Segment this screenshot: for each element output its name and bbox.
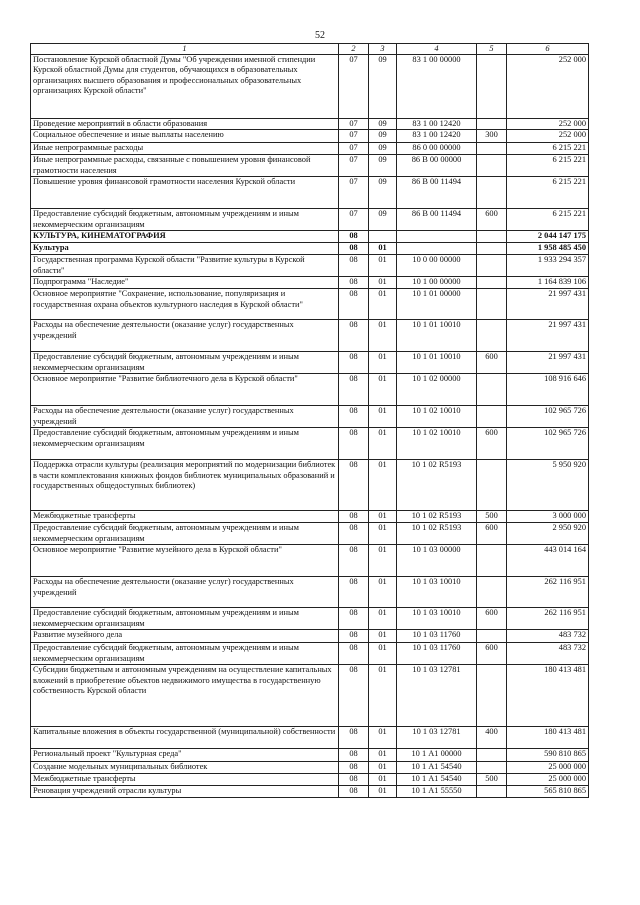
- row-c2-cell: 08: [339, 727, 369, 749]
- row-c2-cell: 08: [339, 406, 369, 428]
- row-c5-cell: [477, 630, 507, 643]
- row-c6-cell: 6 215 221: [507, 177, 589, 209]
- row-c5-cell: 600: [477, 352, 507, 374]
- row-c5-cell: 400: [477, 727, 507, 749]
- row-c2-cell: 08: [339, 630, 369, 643]
- row-c2-cell: 08: [339, 511, 369, 523]
- row-c5-cell: 600: [477, 428, 507, 460]
- row-c5-cell: [477, 255, 507, 277]
- row-c2-cell: 08: [339, 243, 369, 255]
- row-c6-cell: 565 810 865: [507, 785, 589, 797]
- row-c5-cell: [477, 762, 507, 774]
- table-row: [31, 155, 589, 177]
- table-row: [31, 727, 589, 749]
- row-name-cell: Капитальные вложения в объекты государственной (муниципальной) собственности: [31, 727, 339, 749]
- row-c3-cell: 09: [369, 209, 397, 231]
- table-row: [31, 320, 589, 352]
- row-c4-cell: 86 В 00 11494: [397, 209, 477, 231]
- row-c6-cell: 102 965 726: [507, 428, 589, 460]
- row-c4-cell: [397, 231, 477, 243]
- row-c3-cell: 01: [369, 243, 397, 255]
- row-c5-cell: 500: [477, 774, 507, 785]
- row-name-cell: Расходы на обеспечение деятельности (оказание услуг) государственных учреждений: [31, 320, 339, 352]
- row-c5-cell: [477, 749, 507, 762]
- row-c2-cell: 08: [339, 460, 369, 511]
- table-row: [31, 545, 589, 577]
- row-c4-cell: 10 1 03 11760: [397, 643, 477, 665]
- row-c3-cell: 01: [369, 428, 397, 460]
- budget-table: [30, 43, 589, 798]
- table-row: [31, 177, 589, 209]
- row-c3-cell: 01: [369, 277, 397, 289]
- row-c5-cell: [477, 55, 507, 119]
- row-name-cell: Расходы на обеспечение деятельности (оказание услуг) государственных учреждений: [31, 406, 339, 428]
- row-name-cell: Повышение уровня финансовой грамотности населения Курской области: [31, 177, 339, 209]
- table-header-row: [31, 44, 589, 55]
- row-c2-cell: 08: [339, 577, 369, 608]
- row-c2-cell: 08: [339, 374, 369, 406]
- row-c4-cell: 83 1 00 00000: [397, 55, 477, 119]
- row-c5-cell: 300: [477, 130, 507, 143]
- table-row: [31, 374, 589, 406]
- table-row: [31, 785, 589, 797]
- row-c6-cell: 262 116 951: [507, 577, 589, 608]
- row-name-cell: Поддержка отрасли культуры (реализация мероприятий по модернизации библиотек в части комплектования книжных фондов библиотек муниципальных образований и государственных общедоступных библиотек): [31, 460, 339, 511]
- row-c4-cell: 10 0 00 00000: [397, 255, 477, 277]
- row-c5-cell: [477, 577, 507, 608]
- table-row: [31, 774, 589, 785]
- row-c6-cell: 262 116 951: [507, 608, 589, 630]
- row-c3-cell: 01: [369, 374, 397, 406]
- row-c4-cell: 10 1 01 10010: [397, 320, 477, 352]
- row-c3-cell: 09: [369, 155, 397, 177]
- table-row: [31, 119, 589, 130]
- row-name-cell: КУЛЬТУРА, КИНЕМАТОГРАФИЯ: [31, 231, 339, 243]
- row-c5-cell: [477, 243, 507, 255]
- table-row: [31, 630, 589, 643]
- row-c5-cell: [477, 460, 507, 511]
- row-c6-cell: 180 413 481: [507, 665, 589, 727]
- header-cell: 1: [31, 44, 339, 55]
- row-c3-cell: 01: [369, 289, 397, 320]
- row-c3-cell: 01: [369, 749, 397, 762]
- page-number: 52: [315, 30, 325, 41]
- row-c3-cell: 01: [369, 785, 397, 797]
- row-name-cell: Реновация учреждений отрасли культуры: [31, 785, 339, 797]
- row-c2-cell: 08: [339, 231, 369, 243]
- row-c2-cell: 08: [339, 665, 369, 727]
- table-row: [31, 231, 589, 243]
- row-c5-cell: [477, 665, 507, 727]
- row-c2-cell: 08: [339, 352, 369, 374]
- row-c4-cell: 10 1 03 12781: [397, 665, 477, 727]
- row-c3-cell: 01: [369, 608, 397, 630]
- row-c5-cell: [477, 143, 507, 155]
- row-c6-cell: 6 215 221: [507, 209, 589, 231]
- header-cell: 4: [397, 44, 477, 55]
- row-c3-cell: 01: [369, 630, 397, 643]
- row-c5-cell: 500: [477, 511, 507, 523]
- table-row: [31, 406, 589, 428]
- row-c2-cell: 08: [339, 289, 369, 320]
- row-c2-cell: 07: [339, 177, 369, 209]
- row-c4-cell: 10 1 00 00000: [397, 277, 477, 289]
- row-name-cell: Иные непрограммные расходы, связанные с повышением уровня финансовой грамотности населения: [31, 155, 339, 177]
- row-c6-cell: 6 215 221: [507, 143, 589, 155]
- row-c6-cell: 1 164 839 106: [507, 277, 589, 289]
- row-c6-cell: 483 732: [507, 630, 589, 643]
- table-row: [31, 243, 589, 255]
- table-row: [31, 209, 589, 231]
- row-c3-cell: 09: [369, 143, 397, 155]
- row-name-cell: Постановление Курской областной Думы "Об учреждении именной стипендии Курской областной Думы для студентов, обучающихся в образовательных организациях высшего образования и профессиональных образовательных организациях Курской области": [31, 55, 339, 119]
- table-row: [31, 143, 589, 155]
- row-c5-cell: [477, 406, 507, 428]
- row-c3-cell: 01: [369, 577, 397, 608]
- row-c4-cell: 10 1 02 R5193: [397, 523, 477, 545]
- row-name-cell: Основное мероприятие "Сохранение, использование, популяризация и государственная охрана объектов культурного наследия в Курской области": [31, 289, 339, 320]
- row-name-cell: Иные непрограммные расходы: [31, 143, 339, 155]
- row-c6-cell: 252 000: [507, 55, 589, 119]
- row-c3-cell: 01: [369, 643, 397, 665]
- row-c5-cell: [477, 277, 507, 289]
- row-c4-cell: 10 1 03 10010: [397, 577, 477, 608]
- row-c2-cell: 07: [339, 209, 369, 231]
- row-c3-cell: 01: [369, 727, 397, 749]
- row-c6-cell: 2 950 920: [507, 523, 589, 545]
- row-c5-cell: [477, 289, 507, 320]
- row-name-cell: Культура: [31, 243, 339, 255]
- row-c3-cell: [369, 231, 397, 243]
- row-c4-cell: 10 1 03 12781: [397, 727, 477, 749]
- row-c6-cell: 5 950 920: [507, 460, 589, 511]
- table-row: [31, 643, 589, 665]
- row-c2-cell: 08: [339, 762, 369, 774]
- row-c3-cell: 09: [369, 130, 397, 143]
- row-c4-cell: 86 В 00 00000: [397, 155, 477, 177]
- row-c5-cell: [477, 320, 507, 352]
- row-c2-cell: 07: [339, 155, 369, 177]
- table-row: [31, 665, 589, 727]
- row-name-cell: Межбюджетные трансферты: [31, 774, 339, 785]
- table-row: [31, 255, 589, 277]
- row-c6-cell: 3 000 000: [507, 511, 589, 523]
- header-cell: 5: [477, 44, 507, 55]
- row-c2-cell: 08: [339, 428, 369, 460]
- table-row: [31, 130, 589, 143]
- row-c3-cell: 09: [369, 55, 397, 119]
- row-c6-cell: 252 000: [507, 130, 589, 143]
- row-c5-cell: 600: [477, 643, 507, 665]
- row-c5-cell: [477, 155, 507, 177]
- row-c6-cell: 25 000 000: [507, 774, 589, 785]
- row-c2-cell: 08: [339, 277, 369, 289]
- row-c6-cell: 21 997 431: [507, 320, 589, 352]
- row-c4-cell: 10 1 02 10010: [397, 428, 477, 460]
- row-c4-cell: 10 1 А1 00000: [397, 749, 477, 762]
- row-c6-cell: 6 215 221: [507, 155, 589, 177]
- row-c3-cell: 01: [369, 523, 397, 545]
- row-c2-cell: 08: [339, 749, 369, 762]
- row-c2-cell: 08: [339, 774, 369, 785]
- table-row: [31, 352, 589, 374]
- row-c4-cell: 86 0 00 00000: [397, 143, 477, 155]
- table-row: [31, 608, 589, 630]
- table-row: [31, 277, 589, 289]
- row-name-cell: Предоставление субсидий бюджетным, автономным учреждениям и иным некоммерческим организациям: [31, 608, 339, 630]
- row-c4-cell: 10 1 А1 54540: [397, 762, 477, 774]
- table-row: [31, 762, 589, 774]
- row-c6-cell: 108 916 646: [507, 374, 589, 406]
- table-row: [31, 55, 589, 119]
- row-name-cell: Создание модельных муниципальных библиотек: [31, 762, 339, 774]
- row-c4-cell: 10 1 01 00000: [397, 289, 477, 320]
- row-c4-cell: 10 1 03 11760: [397, 630, 477, 643]
- row-name-cell: Основное мероприятие "Развитие музейного дела в Курской области": [31, 545, 339, 577]
- row-c5-cell: 600: [477, 608, 507, 630]
- row-c6-cell: 21 997 431: [507, 289, 589, 320]
- row-c3-cell: 01: [369, 352, 397, 374]
- row-name-cell: Основное мероприятие "Развитие библиотечного дела в Курской области": [31, 374, 339, 406]
- row-c3-cell: 01: [369, 774, 397, 785]
- row-name-cell: Подпрограмма "Наследие": [31, 277, 339, 289]
- table-row: [31, 577, 589, 608]
- row-c4-cell: [397, 243, 477, 255]
- row-c3-cell: 09: [369, 119, 397, 130]
- row-c2-cell: 08: [339, 785, 369, 797]
- row-c4-cell: 10 1 01 10010: [397, 352, 477, 374]
- row-name-cell: Предоставление субсидий бюджетным, автономным учреждениям и иным некоммерческим организациям: [31, 352, 339, 374]
- row-c5-cell: 600: [477, 209, 507, 231]
- row-c3-cell: 01: [369, 511, 397, 523]
- row-name-cell: Предоставление субсидий бюджетным, автономным учреждениям и иным некоммерческим организациям: [31, 643, 339, 665]
- row-c6-cell: 2 044 147 175: [507, 231, 589, 243]
- row-name-cell: Межбюджетные трансферты: [31, 511, 339, 523]
- row-c4-cell: 10 1 02 R5193: [397, 511, 477, 523]
- row-c2-cell: 08: [339, 320, 369, 352]
- row-c5-cell: [477, 545, 507, 577]
- row-name-cell: Расходы на обеспечение деятельности (оказание услуг) государственных учреждений: [31, 577, 339, 608]
- row-c2-cell: 07: [339, 119, 369, 130]
- row-name-cell: Социальное обеспечение и иные выплаты населению: [31, 130, 339, 143]
- row-c6-cell: 1 958 485 450: [507, 243, 589, 255]
- row-c3-cell: 09: [369, 177, 397, 209]
- header-cell: 6: [507, 44, 589, 55]
- row-c6-cell: 443 014 164: [507, 545, 589, 577]
- table-row: [31, 523, 589, 545]
- row-c5-cell: [477, 231, 507, 243]
- row-c2-cell: 08: [339, 255, 369, 277]
- table-row: [31, 289, 589, 320]
- row-c4-cell: 86 В 00 11494: [397, 177, 477, 209]
- row-c2-cell: 08: [339, 545, 369, 577]
- row-c6-cell: 590 810 865: [507, 749, 589, 762]
- row-c2-cell: 08: [339, 643, 369, 665]
- row-c5-cell: 600: [477, 523, 507, 545]
- row-c2-cell: 07: [339, 143, 369, 155]
- row-c4-cell: 83 1 00 12420: [397, 130, 477, 143]
- row-c4-cell: 10 1 03 10010: [397, 608, 477, 630]
- row-c6-cell: 21 997 431: [507, 352, 589, 374]
- row-name-cell: Развитие музейного дела: [31, 630, 339, 643]
- row-c3-cell: 01: [369, 460, 397, 511]
- table-row: [31, 511, 589, 523]
- row-c2-cell: 08: [339, 523, 369, 545]
- table-row: [31, 428, 589, 460]
- header-cell: 2: [339, 44, 369, 55]
- row-c6-cell: 252 000: [507, 119, 589, 130]
- row-c2-cell: 07: [339, 55, 369, 119]
- row-c4-cell: 83 1 00 12420: [397, 119, 477, 130]
- row-c6-cell: 102 965 726: [507, 406, 589, 428]
- row-name-cell: Государственная программа Курской области "Развитие культуры в Курской области": [31, 255, 339, 277]
- row-c4-cell: 10 1 А1 55550: [397, 785, 477, 797]
- row-c6-cell: 180 413 481: [507, 727, 589, 749]
- row-c3-cell: 01: [369, 406, 397, 428]
- row-c4-cell: 10 1 03 00000: [397, 545, 477, 577]
- row-name-cell: Региональный проект "Культурная среда": [31, 749, 339, 762]
- row-c6-cell: 483 732: [507, 643, 589, 665]
- row-c5-cell: [477, 119, 507, 130]
- row-c4-cell: 10 1 02 R5193: [397, 460, 477, 511]
- row-c4-cell: 10 1 02 00000: [397, 374, 477, 406]
- row-name-cell: Субсидии бюджетным и автономным учреждениям на осуществление капитальных вложений в приобретение объектов недвижимого имущества в государственную собственность Курской области: [31, 665, 339, 727]
- row-c3-cell: 01: [369, 665, 397, 727]
- row-c4-cell: 10 1 А1 54540: [397, 774, 477, 785]
- row-c4-cell: 10 1 02 10010: [397, 406, 477, 428]
- header-cell: 3: [369, 44, 397, 55]
- row-c3-cell: 01: [369, 320, 397, 352]
- table-row: [31, 749, 589, 762]
- row-c5-cell: [477, 374, 507, 406]
- row-c2-cell: 07: [339, 130, 369, 143]
- row-c3-cell: 01: [369, 762, 397, 774]
- row-c3-cell: 01: [369, 545, 397, 577]
- row-name-cell: Предоставление субсидий бюджетным, автономным учреждениям и иным некоммерческим организациям: [31, 428, 339, 460]
- row-c5-cell: [477, 177, 507, 209]
- table-row: [31, 460, 589, 511]
- row-c3-cell: 01: [369, 255, 397, 277]
- row-c5-cell: [477, 785, 507, 797]
- row-c6-cell: 1 933 294 357: [507, 255, 589, 277]
- row-name-cell: Предоставление субсидий бюджетным, автономным учреждениям и иным некоммерческим организациям: [31, 209, 339, 231]
- row-c6-cell: 25 000 000: [507, 762, 589, 774]
- row-name-cell: Предоставление субсидий бюджетным, автономным учреждениям и иным некоммерческим организациям: [31, 523, 339, 545]
- row-c2-cell: 08: [339, 608, 369, 630]
- row-name-cell: Проведение мероприятий в области образования: [31, 119, 339, 130]
